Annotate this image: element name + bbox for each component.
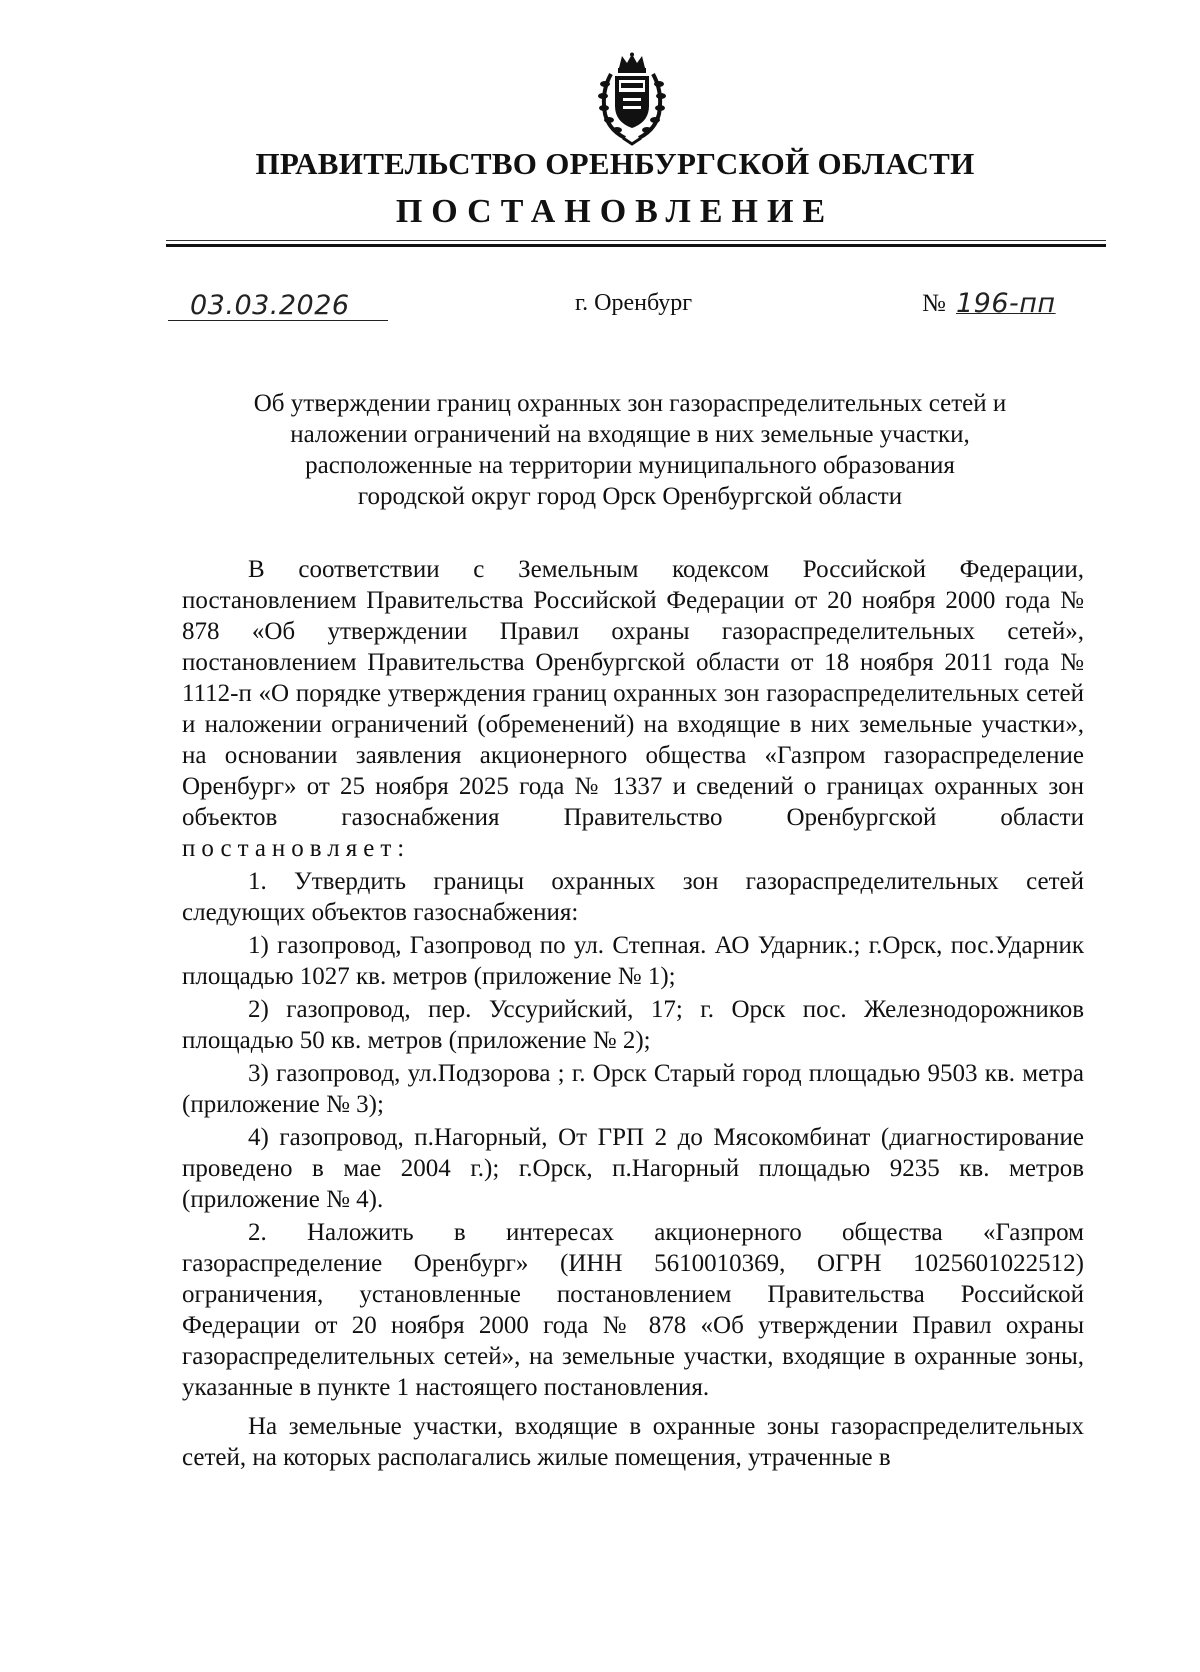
clause-1-item-1: 1) газопровод, Газопровод по ул. Степная. АО Ударник.; г.Орск, пос.Ударник площадью 1027 кв. метров (приложение № 1); [182, 932, 1084, 990]
document-date-field [168, 284, 388, 321]
coat-of-arms-icon [595, 52, 669, 148]
subject-line: Об утверждении границ охранных зон газораспределительных сетей и [253, 390, 1007, 417]
document-date: 03.03.2026 [190, 290, 350, 321]
document-city: г. Оренбург [575, 290, 693, 316]
government-title: ПРАВИТЕЛЬСТВО ОРЕНБУРГСКОЙ ОБЛАСТИ [255, 146, 975, 181]
document-body [182, 554, 1084, 1473]
header-divider-thin [166, 240, 1106, 241]
subject-line: расположенные на территории муниципального образования [305, 452, 955, 479]
preamble-text: В соответствии с Земельным кодексом Российской Федерации, постановлением Правительства Российской Федерации от 20 ноября 2000 года № 878 «Об утверждении Правил охраны газораспределительных сетей», постановлением Правительства Оренбургской области от 18 ноября 2011 года № 1112-п «О порядке утверждения границ охранных зон газораспределительных сетей и наложении ограничений (обременений) на входящие в них земельные участки», на основании заявления акционерного общества «Газпром газораспределение Оренбург» от 25 ноября 2025 года № 1337 и сведений о границах охранных зон объектов газоснабжения Правительство Оренбургской области [182, 556, 1084, 831]
clause-1-item-4: 4) газопровод, п.Нагорный, От ГРП 2 до Мясокомбинат (диагностирование проведено в мае 2004 г.); г.Орск, п.Нагорный площадью 9235 кв. метров (приложение № 4). [182, 1124, 1084, 1213]
subject-line: городской округ город Орск Оренбургской области [357, 483, 903, 510]
clause-1-item-2: 2) газопровод, пер. Уссурийский, 17; г. Орск пос. Железнодорожников площадью 50 кв. метров (приложение № 2); [182, 996, 1084, 1054]
header-divider-thick [166, 244, 1106, 247]
document-subject [180, 388, 1080, 512]
document-number-field [922, 284, 1092, 320]
decree-word: постановляет: [182, 835, 411, 862]
clause-2: 2. Наложить в интересах акционерного общества «Газпром газораспределение Оренбург» (ИНН 5610010369, ОГРН 1025601022512) ограничения, установленные постановлением Правительства Российской Федерации от 20 ноября 2000 года № 878 «Об утверждении Правил охраны газораспределительных сетей», на земельные участки, входящие в охранные зоны, указанные в пункте 1 настоящего постановления. [182, 1219, 1084, 1401]
clause-1-item-3: 3) газопровод, ул.Подзорова ; г. Орск Старый город площадью 9503 кв. метра (приложение № 3); [182, 1060, 1084, 1118]
final-paragraph: На земельные участки, входящие в охранные зоны газораспределительных сетей, на которых располагались жилые помещения, утраченные в [182, 1413, 1084, 1471]
number-sign: № [922, 290, 946, 317]
document-type-title: ПОСТАНОВЛЕНИЕ [395, 193, 835, 230]
subject-line: наложении ограничений на входящие в них земельные участки, [290, 421, 970, 448]
document-number: 196-пп [956, 288, 1056, 319]
clause-1: 1. Утвердить границы охранных зон газораспределительных сетей следующих объектов газоснабжения: [182, 868, 1084, 926]
preamble-paragraph [182, 554, 1084, 864]
